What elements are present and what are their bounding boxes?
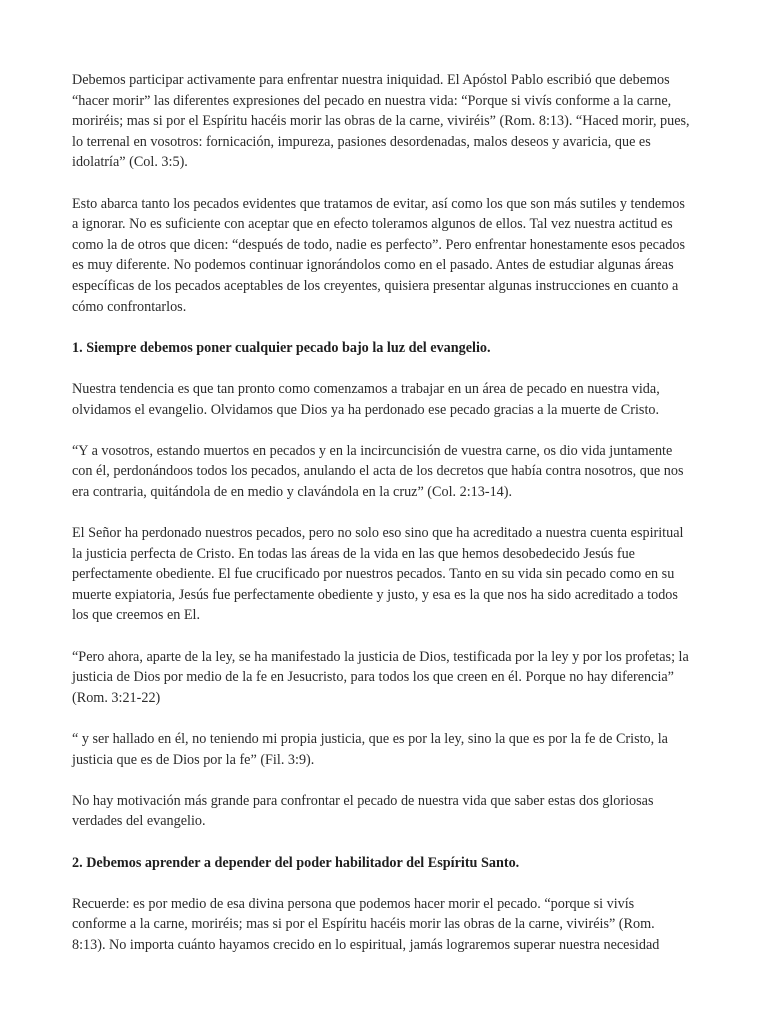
paragraph-forgiveness: El Señor ha perdonado nuestros pecados, pero no solo eso sino que ha acreditado a nuestra cuenta espiritual la justicia perfecta de Cristo. En todas las áreas de la vida en las que hemos desobedecido Jesús fue perfectamente obediente. El fue crucificado por nuestros pecados. Tanto en su vida sin pecado como en su muerte expiatoria, Jesús fue perfectamente obediente y justo, y esa es la que nos ha sido acreditado a todos los que creemos en El. bbox=[72, 525, 684, 624]
paragraph-motivation: No hay motivación más grande para confrontar el pecado de nuestra vida que saber estas dos gloriosas verdades del evangelio. bbox=[72, 792, 654, 830]
document-page bbox=[72, 70, 690, 976]
paragraph-intro: Debemos participar activamente para enfrentar nuestra iniquidad. El Apóstol Pablo escribió que debemos “hacer morir” las diferentes expresiones del pecado en nuestra vida: “Porque si vivís conforme a la carne, moriréis; mas si por el Espíritu hacéis morir las obras de la carne, viviréis” (Rom. 8:13). “Haced morir, pues, lo terrenal en vosotros: fornicación, impureza, pasiones desordenadas, malos deseos y avaricia, que es idolatría” (Col. 3:5). bbox=[72, 72, 690, 171]
section-heading-1: 1. Siempre debemos poner cualquier pecado bajo la luz del evangelio. bbox=[72, 339, 491, 356]
paragraph-spirit: Recuerde: es por medio de esa divina persona que podemos hacer morir el pecado. “porque si vivís conforme a la carne, moriréis; mas si por el Espíritu hacéis morir las obras de la carne, viviréis” (Rom. 8:13). No importa cuánto hayamos crecido en lo espiritual, jamás lograremos superar nuestra necesidad bbox=[72, 895, 660, 953]
quote-philippians: “ y ser hallado en él, no teniendo mi propia justicia, que es por la ley, sino la que es por la fe de Cristo, la justicia que es de Dios por la fe” (Fil. 3:9). bbox=[72, 731, 668, 768]
quote-colossians: “Y a vosotros, estando muertos en pecados y en la incircuncisión de vuestra carne, os dio vida juntamente con él, perdonándoos todos los pecados, anulando el acta de los decretos que había contra nosotros, que nos era contraria, quitándola de en medio y clavándola en la cruz” (Col. 2:13-14). bbox=[72, 442, 684, 500]
section-heading-2: 2. Debemos aprender a depender del poder habilitador del Espíritu Santo. bbox=[72, 854, 520, 871]
paragraph-scope: Esto abarca tanto los pecados evidentes que tratamos de evitar, así como los que son más sutiles y tendemos a ignorar. No es suficiente con aceptar que en efecto toleramos algunos de ellos. Tal vez nuestra actitud es como la de otros que dicen: “después de todo, nadie es perfecto”. Pero enfrentar honestamente esos pecados es muy diferente. No podemos continuar ignorándolos como en el pasado. Antes de estudiar algunas áreas específicas de los pecados aceptables de los creyentes, quisiera presentar algunas instrucciones en cuanto a cómo confrontarlos. bbox=[72, 195, 685, 315]
paragraph-tendency: Nuestra tendencia es que tan pronto como comenzamos a trabajar en un área de pecado en nuestra vida, olvidamos el evangelio. Olvidamos que Dios ya ha perdonado ese pecado gracias a la muerte de Cristo. bbox=[72, 380, 660, 418]
quote-romans: “Pero ahora, aparte de la ley, se ha manifestado la justicia de Dios, testificada por la ley y por los profetas; la justicia de Dios por medio de la fe en Jesucristo, para todos los que creen en él. Porque no hay diferencia” (Rom. 3:21-22) bbox=[72, 648, 689, 706]
